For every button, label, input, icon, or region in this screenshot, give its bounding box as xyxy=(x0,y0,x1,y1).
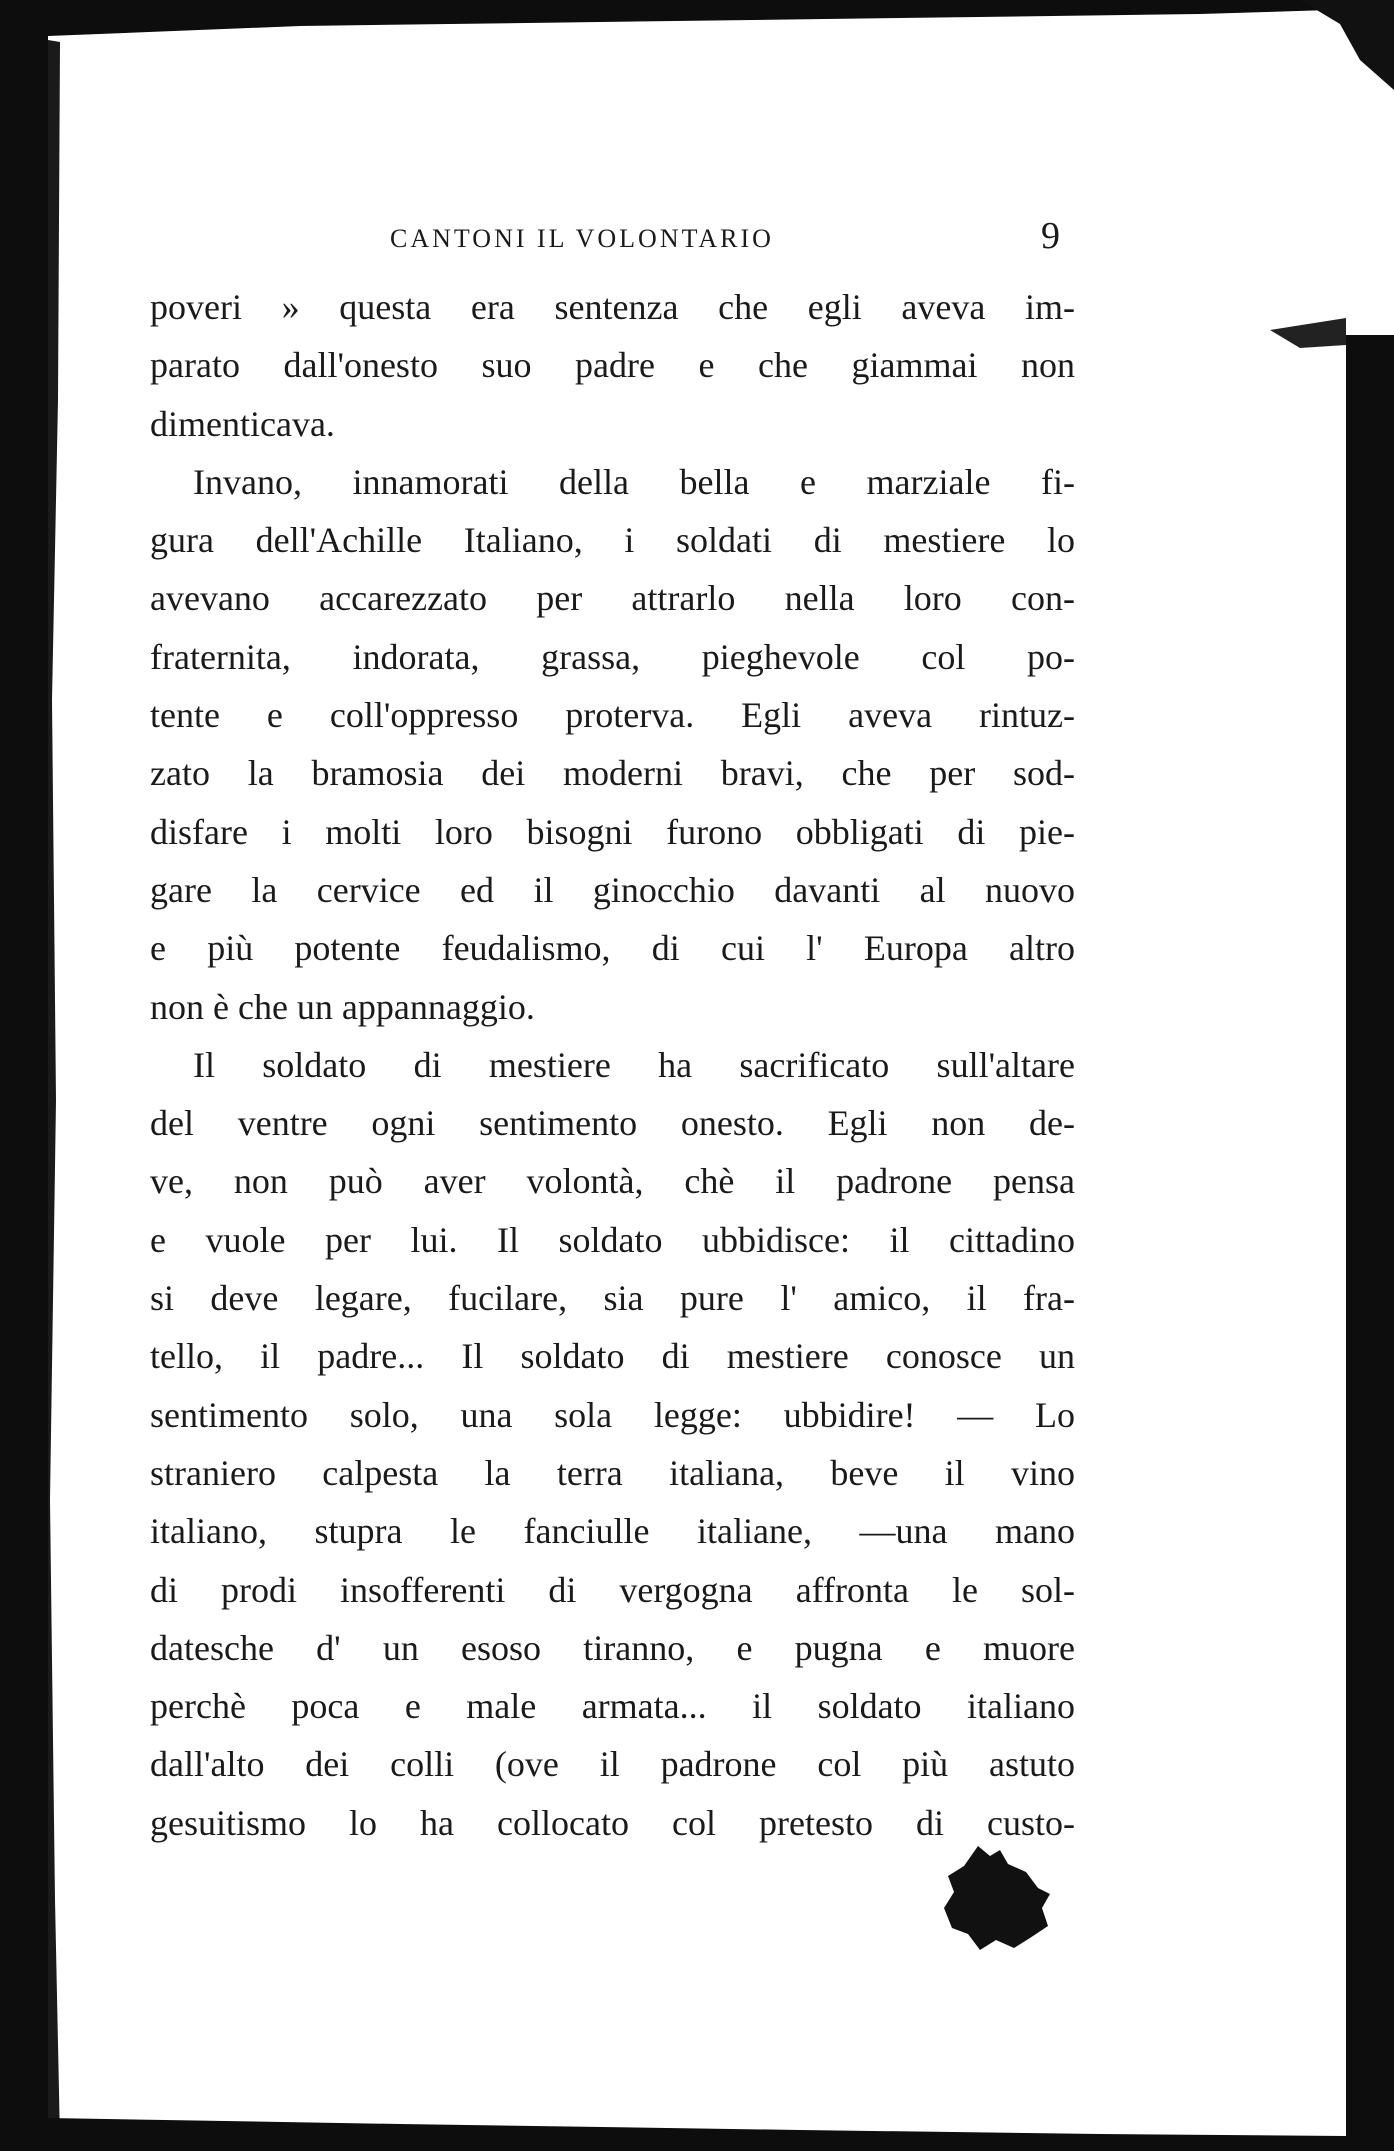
text-line: dall'alto dei colli (ove il padrone col più astuto xyxy=(150,1744,1075,1785)
body-text xyxy=(150,278,1075,1852)
text-line: disfare i molti loro bisogni furono obbligati di piе- xyxy=(150,811,1075,852)
text-line: ve, non può aver volontà, chè il padrone pensa xyxy=(150,1161,1075,1202)
text-line: Il soldato di mestiere ha sacrificato sull'altare xyxy=(193,1044,1075,1085)
text-line: datesche d' un esoso tiranno, e pugna e muore xyxy=(150,1627,1075,1668)
bottom-scan-edge xyxy=(48,2118,1394,2151)
text-line: sentimento solo, una sola legge: ubbidire! — Lo xyxy=(150,1394,1075,1435)
text-line: gare la cervice ed il ginocchio davanti al nuovo xyxy=(150,869,1075,910)
text-line: zato la bramosia dei moderni bravi, che per sod- xyxy=(150,753,1075,794)
text-line: e più potente feudalismo, di cui l' Europa altro xyxy=(150,928,1075,969)
text-line: italiano, stupra le fanciulle italiane, —una mano xyxy=(150,1511,1075,1552)
text-line: di prodi insofferenti di vergogna affronta le sol- xyxy=(150,1569,1075,1610)
text-line: tello, il padre... Il soldato di mestiere conosce un xyxy=(150,1336,1075,1377)
text-line: parato dall'onesto suo padre e che giammai non xyxy=(150,345,1075,386)
text-line: Invano, innamorati della bella e marziale fi- xyxy=(193,461,1075,502)
ink-blot xyxy=(938,1842,1056,1952)
text-line: gura dell'Achille Italiano, i soldati di mestiere lo xyxy=(150,520,1075,561)
right-shadow-notch xyxy=(1270,318,1346,348)
ink-blot-shape xyxy=(944,1846,1050,1950)
left-scan-edge xyxy=(0,0,48,2151)
page-number: 9 xyxy=(1041,215,1060,257)
page-header xyxy=(150,214,1060,264)
text-line: straniero calpesta la terra italiana, beve il vino xyxy=(150,1452,1075,1493)
text-line: e vuole per lui. Il soldato ubbidisce: il cittadino xyxy=(150,1219,1075,1260)
text-line: avevano accarezzato per attrarlo nella loro con- xyxy=(150,578,1075,619)
text-line: poveri » questa era sentenza che egli aveva im- xyxy=(150,287,1075,327)
text-line: perchè poca e male armata... il soldato italiano xyxy=(150,1686,1075,1727)
right-scan-edge xyxy=(1346,335,1394,2151)
top-right-curl xyxy=(1300,0,1394,90)
left-scan-fringe xyxy=(48,40,60,2151)
text-line: tente e coll'oppresso proterva. Egli aveva rintuz- xyxy=(150,695,1075,736)
text-line: non è che un appannaggio. xyxy=(150,986,535,1027)
text-line: gesuitismo lo ha collocato col pretesto di custo- xyxy=(150,1802,1075,1843)
running-head: CANTONI IL VOLONTARIO xyxy=(390,224,774,253)
text-line: si deve legare, fucilare, sia pure l' amico, il fra- xyxy=(150,1278,1075,1319)
top-scan-edge xyxy=(0,0,1394,36)
text-line: fraternita, indorata, grassa, pieghevole col po- xyxy=(150,636,1075,677)
text-line: del ventre ogni sentimento onesto. Egli non de- xyxy=(150,1103,1075,1144)
text-line: dimenticava. xyxy=(150,403,335,444)
